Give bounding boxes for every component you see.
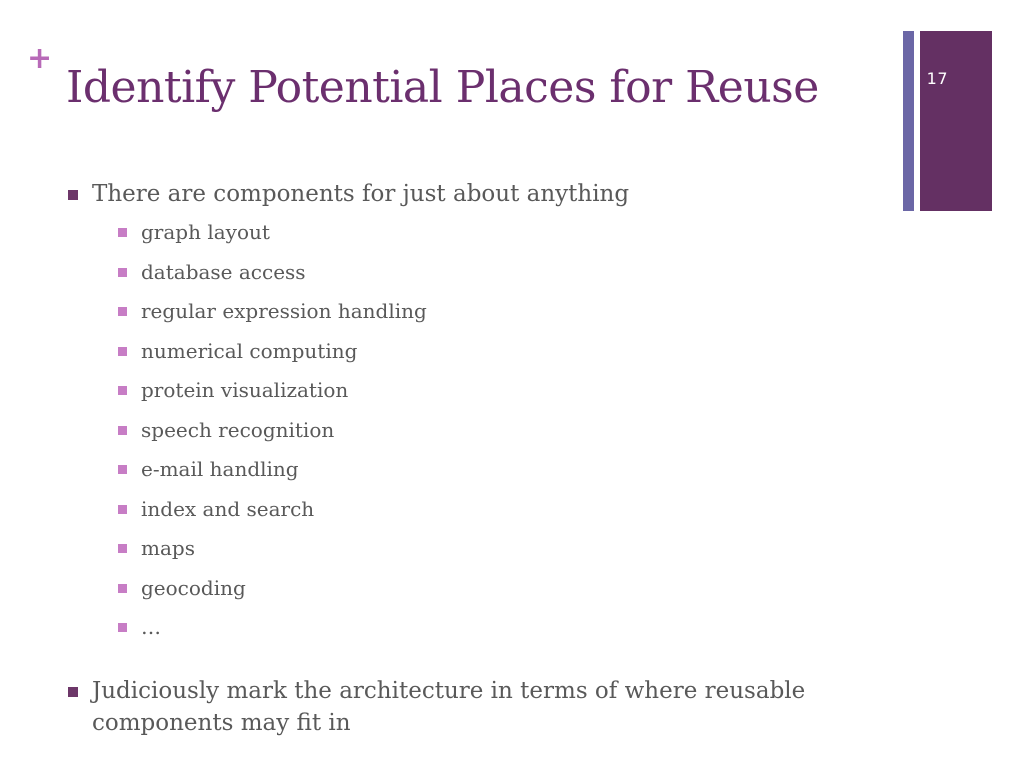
slide-title: Identify Potential Places for Reuse [66, 62, 819, 113]
sub-bullet-text: maps [141, 536, 195, 560]
square-bullet-icon [118, 465, 127, 474]
square-bullet-icon [118, 386, 127, 395]
sub-bullet-item [118, 534, 629, 563]
square-bullet-icon [118, 347, 127, 356]
sub-bullet-text: speech recognition [141, 417, 335, 442]
bullet-item-architecture [68, 675, 898, 739]
sub-bullet-item [118, 613, 629, 642]
sub-bullet-text: numerical computing [141, 338, 358, 363]
sub-bullet-item [118, 495, 629, 524]
decorative-side-stripe [903, 31, 914, 211]
square-bullet-icon [118, 268, 127, 277]
square-bullet-icon [118, 505, 127, 514]
sub-bullet-item [118, 455, 629, 484]
sub-bullet-list [118, 218, 629, 642]
sub-bullet-item [118, 258, 629, 287]
sub-bullet-text: geocoding [141, 575, 246, 600]
square-bullet-icon [68, 687, 78, 697]
sub-bullet-item [118, 297, 629, 326]
bullet-text: There are components for just about anything [92, 181, 630, 207]
square-bullet-icon [118, 307, 127, 316]
square-bullet-icon [68, 190, 78, 200]
sub-bullet-text: database access [141, 259, 306, 284]
sub-bullet-text: … [141, 615, 161, 639]
sub-bullet-item [118, 218, 629, 247]
square-bullet-icon [118, 623, 127, 632]
square-bullet-icon [118, 228, 127, 237]
sub-bullet-item [118, 574, 629, 603]
square-bullet-icon [118, 584, 127, 593]
plus-icon: + [27, 41, 53, 76]
bullet-list [68, 178, 898, 739]
square-bullet-icon [118, 426, 127, 435]
sub-bullet-item [118, 376, 629, 405]
sub-bullet-text: protein visualization [141, 378, 349, 402]
sub-bullet-text: index and search [141, 496, 315, 521]
bullet-item-components [68, 178, 898, 653]
page-number: 17 [926, 69, 948, 88]
sub-bullet-text: e-mail handling [141, 457, 299, 481]
page-number-block [920, 31, 992, 211]
sub-bullet-text: regular expression handling [141, 299, 427, 323]
sub-bullet-item [118, 337, 629, 366]
sub-bullet-text: graph layout [141, 220, 270, 244]
bullet-text: Judiciously mark the architecture in terms of where reusable components may fit in [92, 677, 806, 736]
sub-bullet-item [118, 416, 629, 445]
square-bullet-icon [118, 544, 127, 553]
